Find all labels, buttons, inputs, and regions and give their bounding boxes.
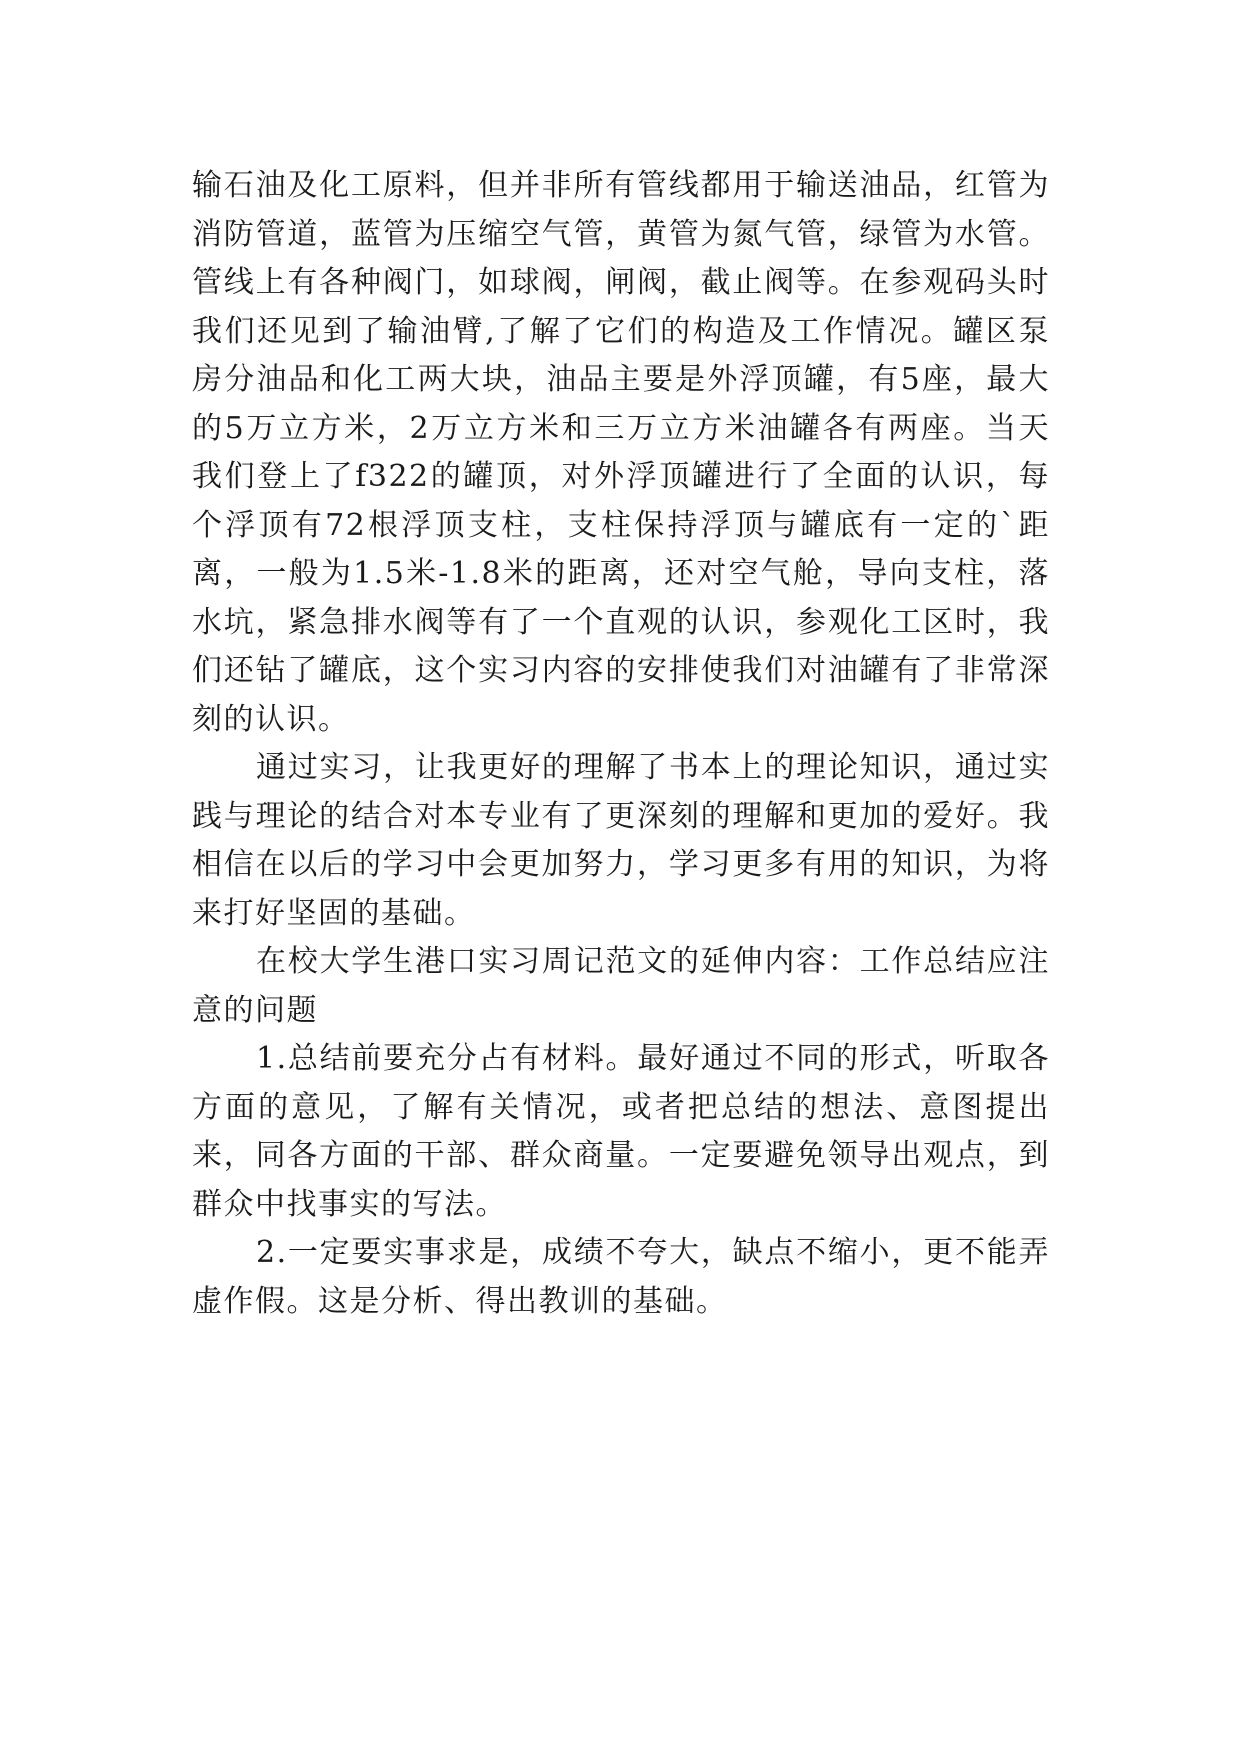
paragraph-extension-heading: 在校大学生港口实习周记范文的延伸内容：工作总结应注意的问题: [192, 944, 1050, 1028]
paragraph-tank-farm-visit: 输石油及化工原料，但并非所有管线都用于输送油品，红管为消防管道，蓝管为压缩空气管，黄管为氮气管，绿管为水管。管线上有各种阀门，如球阀，闸阀，截止阀等。在参观码头时我们还见到了输油臂,了解了它们的构造及工作情况。罐区泵房分油品和化工两大块，油品主要是外浮顶罐，有5座，最大的5万立方米，2万立方米和三万立方米油罐各有两座。当天我们登上了f322的罐顶，对外浮顶罐进行了全面的认识，每个浮顶有72根浮顶支柱，支柱保持浮顶与罐底有一定的`距离，一般为1.5米-1.8米的距离，还对空气舱，导向支柱，落水坑，紧急排水阀等有了一个直观的认识，参观化工区时，我们还钻了罐底，这个实习内容的安排使我们对油罐有了非常深刻的认识。: [192, 168, 1050, 737]
paragraph-point-2: 2.一定要实事求是，成绩不夸大，缺点不缩小，更不能弄虚作假。这是分析、得出教训的基础。: [192, 1235, 1050, 1319]
paragraph-internship-reflection: 通过实习，让我更好的理解了书本上的理论知识，通过实践与理论的结合对本专业有了更深刻的理解和更加的爱好。我相信在以后的学习中会更加努力，学习更多有用的知识，为将来打好坚固的基础。: [192, 750, 1050, 931]
document-body: [192, 162, 1050, 1326]
paragraph-point-1: 1.总结前要充分占有材料。最好通过不同的形式，听取各方面的意见，了解有关情况，或者把总结的想法、意图提出来，同各方面的干部、群众商量。一定要避免领导出观点，到群众中找事实的写法。: [192, 1041, 1050, 1222]
